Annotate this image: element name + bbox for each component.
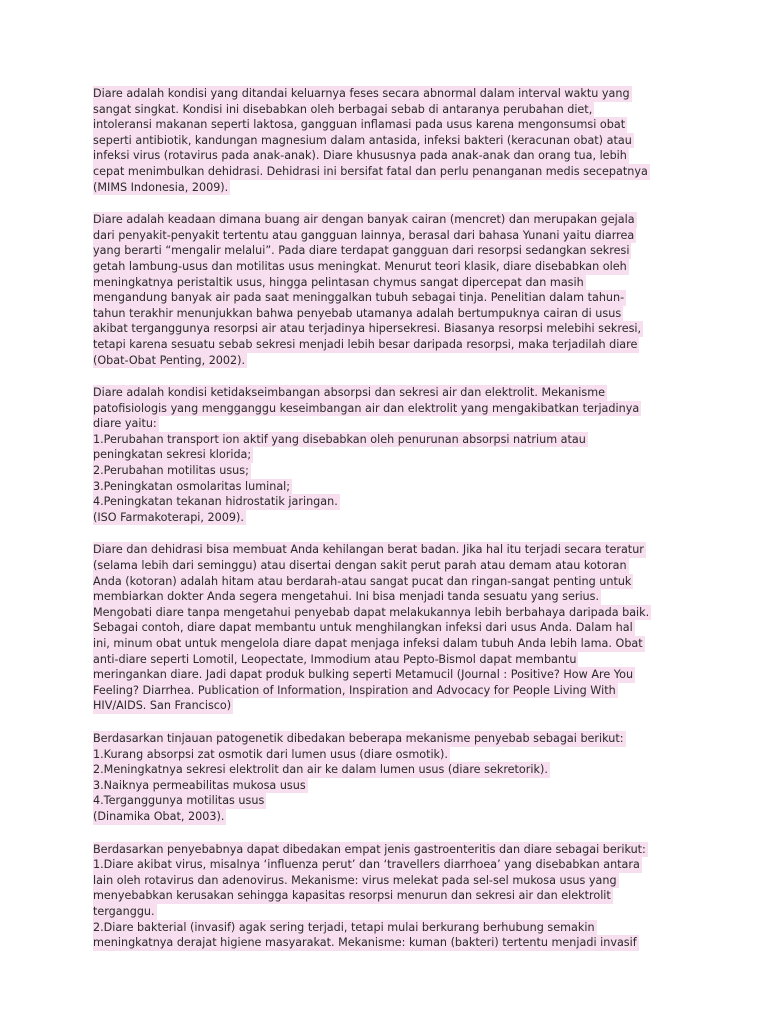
paragraph-pathogenetic (93, 731, 718, 825)
text-line: 4.Peningkatan tekanan hidrostatik jaringan. (93, 495, 338, 509)
text-line: HIV/AIDS. San Francisco) (93, 699, 232, 713)
text-line: 2.Diare bakterial (invasif) agak sering terjadi, tetapi mulai berkurang berhubung semakin (93, 920, 595, 934)
text-line: menyebabkan kerusakan sehingga kapasitas resorpsi menurun dan sekresi air dan elektrolit (93, 889, 611, 903)
text-line: dari penyakit-penyakit tertentu atau gangguan lainnya, berasal dari bahasa Yunani yaitu diarrea (93, 228, 635, 242)
paragraph-causes (93, 842, 718, 951)
text-line: terganggu. (93, 904, 155, 918)
text-line: Feeling? Diarrhea. Publication of Information, Inspiration and Advocacy for People Living With (93, 683, 616, 697)
text-line: mengandung banyak air pada saat meninggalkan tubuh sebagai tinja. Penelitian dalam tahun- (93, 291, 625, 305)
text-line: 2.Perubahan motilitas usus; (93, 464, 249, 478)
text-line: 1.Diare akibat virus, misalnya ‘influenza perut’ dan ‘travellers diarrhoea’ yang disebabkan antara (93, 858, 640, 872)
text-line: ini, minum obat untuk mengelola diare dapat menjaga infeksi dalam tubuh Anda lebih lama. Obat (93, 637, 643, 650)
text-line: meringankan diare. Jadi dapat produk bulking seperti Metamucil (Journal : Positive? How Are You (93, 668, 634, 682)
text-line: Sebagai contoh, diare dapat membantu untuk menghilangkan infeksi dari usus Anda. Dalam hal (93, 621, 633, 635)
text-line: tahun terakhir menunjukkan bahwa penyebab utamanya adalah bertumpuknya cairan di usus (93, 306, 622, 320)
text-line: Mengobati diare tanpa mengetahui penyebab dapat melakukannya lebih berbahaya daripada baik. (93, 605, 650, 619)
text-line: Berdasarkan tinjauan patogenetik dibedakan beberapa mekanisme penyebab sebagai berikut: (93, 731, 624, 745)
text-line: infeksi virus (rotavirus pada anak-anak). Diare khususnya pada anak-anak dan orang tua, lebih (93, 149, 627, 163)
text-line: 3.Naiknya permeabilitas mukosa usus (93, 778, 306, 792)
text-line: membiarkan dokter Anda segera mengetahui. Ini bisa menjadi tanda sesuatu yang serius. (93, 590, 600, 604)
text-line: 1.Perubahan transport ion aktif yang disebabkan oleh penurunan absorpsi natrium atau (93, 432, 586, 446)
text-line: Anda (kotoran) adalah hitam atau berdarah-atau sangat pucat dan ringan-sangat penting untuk (93, 574, 632, 588)
text-line: meningkatnya derajat higiene masyarakat. Mekanisme: kuman (bakteri) tertentu menjadi invasif (93, 936, 637, 950)
text-line: lain oleh rotavirus dan adenovirus. Mekanisme: virus melekat pada sel-sel mukosa usus yang (93, 873, 617, 887)
text-line: meningkatnya peristaltik usus, hingga pelintasan chymus sangat dipercepat dan masih (93, 275, 584, 289)
text-line: sangat singkat. Kondisi ini disebabkan oleh berbagai sebab di antaranya perubahan diet, (93, 102, 593, 116)
text-line: patofisiologis yang mengganggu keseimbangan air dan elektrolit yang mengakibatkan terjadinya (93, 401, 640, 415)
paragraph-dehydration (93, 542, 718, 714)
text-line: 1.Kurang absorpsi zat osmotik dari lumen usus (diare osmotik). (93, 747, 448, 761)
text-line: akibat terganggunya resorpsi air atau terjadinya hipersekresi. Biasanya resorpsi melebihi sekresi, (93, 322, 642, 336)
text-line: (selama lebih dari seminggu) atau disertai dengan sakit perut parah atau demam atau kotoran (93, 559, 627, 573)
text-line: getah lambung-usus dan motilitas usus meningkat. Menurut teori klasik, diare disebabkan oleh (93, 259, 627, 273)
text-line: Diare adalah keadaan dimana buang air dengan banyak cairan (mencret) dan merupakan gejala (93, 213, 635, 227)
text-line: Diare adalah kondisi yang ditandai keluarnya feses secara abnormal dalam interval waktu yang (93, 87, 630, 100)
text-line: anti-diare seperti Lomotil, Leopectate, Immodium atau Pepto-Bismol dapat membantu (93, 652, 577, 666)
text-line: 3.Peningkatan osmolaritas luminal; (93, 479, 291, 493)
text-line: (Dinamika Obat, 2003). (93, 809, 225, 823)
text-line: seperti antibiotik, kandungan magnesium dalam antasida, infeksi bakteri (keracunan obat) atau (93, 133, 632, 147)
text-line: (MIMS Indonesia, 2009). (93, 180, 229, 194)
text-line: (Obat-Obat Penting, 2002). (93, 353, 246, 367)
text-line: yang berarti “mengalir melalui”. Pada diare terdapat gangguan dari resorpsi sedangkan sekresi (93, 244, 630, 258)
text-line: intoleransi makanan seperti laktosa, gangguan inflamasi pada usus karena mengonsumsi obat (93, 118, 626, 132)
text-line: Berdasarkan penyebabnya dapat dibedakan empat jenis gastroenteritis dan diare sebagai berikut: (93, 842, 646, 856)
text-line: 2.Meningkatnya sekresi elektrolit dan air ke dalam lumen usus (diare sekretorik). (93, 763, 548, 777)
text-line: Diare dan dehidrasi bisa membuat Anda kehilangan berat badan. Jika hal itu terjadi secara teratur (93, 543, 644, 557)
text-line: tetapi karena sesuatu sebab sekresi menjadi lebih besar daripada resorpsi, maka terjadilah diare (93, 337, 638, 351)
paragraph-mechanism-iso (93, 385, 718, 525)
text-line: cepat menimbulkan dehidrasi. Dehidrasi ini bersifat fatal dan perlu penanganan medis secepatnya (93, 164, 648, 178)
paragraph-definition-mims (93, 86, 718, 195)
text-line: 4.Terganggunya motilitas usus (93, 794, 265, 808)
text-line: (ISO Farmakoterapi, 2009). (93, 510, 244, 524)
text-line: diare yaitu: (93, 417, 157, 431)
text-line: peningkatan sekresi klorida; (93, 448, 252, 462)
text-line: Diare adalah kondisi ketidakseimbangan absorpsi dan sekresi air dan elektrolit. Mekanisme (93, 386, 605, 400)
paragraph-definition-obat-penting (93, 212, 718, 368)
